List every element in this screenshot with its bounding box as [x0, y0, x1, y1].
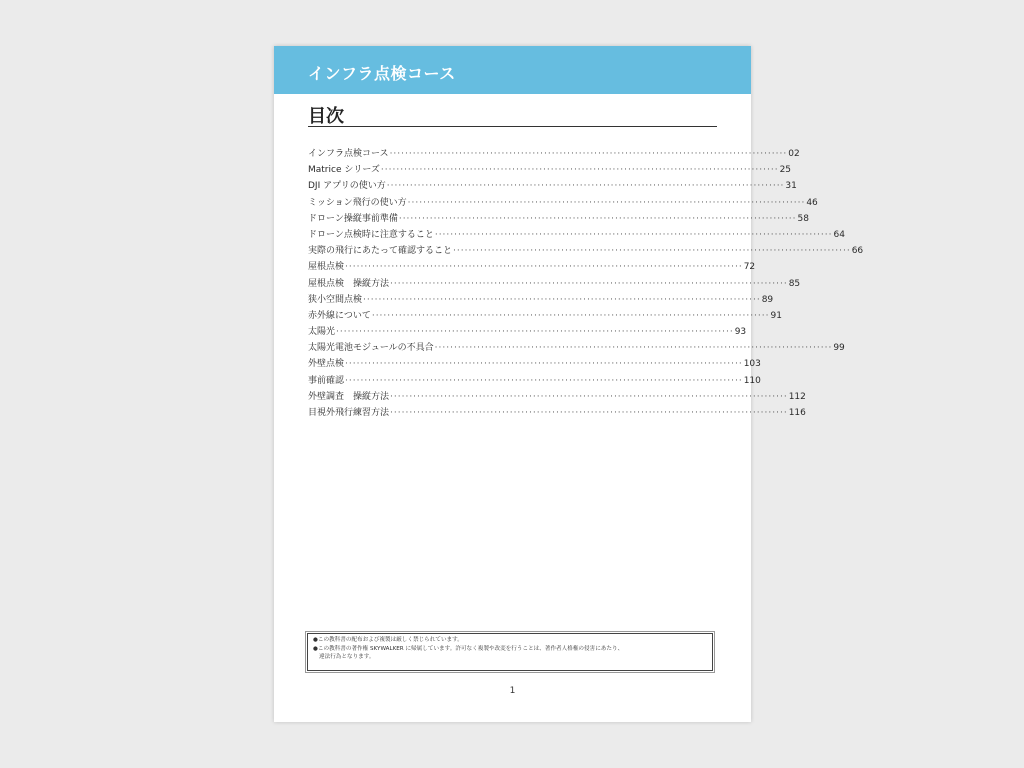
toc-entry-page: 31 — [785, 181, 797, 192]
toc-entry-label: ドローン点検時に注意すること — [308, 229, 434, 240]
toc-leader-dots: ······································································································· — [389, 149, 788, 159]
toc-entry-page: 103 — [743, 359, 761, 370]
toc-leader-dots: ······································································································· — [390, 278, 788, 289]
toc-entry[interactable] — [308, 276, 801, 292]
toc-leader-dots: ······································································································· — [434, 343, 833, 354]
toc-leader-dots: ······································································································· — [345, 359, 743, 370]
toc-entry-label: Matrice シリーズ — [308, 165, 380, 176]
toc-entry[interactable] — [308, 162, 792, 178]
toc-entry[interactable] — [308, 389, 806, 405]
toc-entry-label: インフラ点検コース — [308, 149, 389, 159]
notice-line: 違法行為となります。 — [319, 654, 375, 660]
toc-entry-page: 91 — [770, 310, 782, 321]
course-title: インフラ点検コース — [308, 64, 456, 83]
toc-entry-label: 屋根点検 — [308, 262, 345, 273]
toc-entry-label: 外壁点検 — [308, 359, 345, 370]
toc-entry-page: 02 — [788, 149, 800, 159]
toc-entry-label: 太陽光 — [308, 327, 336, 338]
toc-leader-dots: ······································································································· — [398, 213, 797, 224]
toc-entry[interactable] — [308, 146, 800, 162]
header-band — [274, 46, 751, 94]
toc-entry-label: 屋根点検 操縦方法 — [308, 278, 390, 289]
toc-leader-dots: ······································································································· — [380, 165, 779, 176]
toc-leader-dots: ······································································································· — [390, 391, 788, 402]
toc-entry-page: 110 — [743, 375, 761, 386]
toc-entry-label: ミッション飛行の使い方 — [308, 197, 407, 208]
toc-entry[interactable] — [308, 211, 809, 227]
toc-entry-page: 46 — [806, 197, 818, 208]
page-number: 1 — [509, 686, 516, 696]
toc-entry-page: 93 — [734, 327, 747, 338]
toc-leader-dots: ······································································································· — [336, 327, 734, 338]
toc-entry-page: 25 — [779, 165, 792, 176]
toc-entry[interactable] — [308, 259, 756, 275]
toc-entry[interactable] — [308, 243, 864, 259]
toc-leader-dots: ······································································································· — [371, 310, 770, 321]
toc-entry-page: 72 — [743, 262, 756, 273]
table-of-contents — [308, 146, 864, 421]
document-page — [274, 46, 864, 722]
toc-entry-label: 赤外線について — [308, 310, 371, 321]
toc-entry-page: 66 — [851, 246, 864, 257]
toc-entry[interactable] — [308, 292, 774, 308]
toc-entry-label: 狭小空間点検 — [308, 294, 363, 305]
toc-leader-dots: ······································································································· — [390, 408, 788, 418]
toc-entry[interactable] — [308, 356, 761, 372]
toc-entry-label: DJI アプリの使い方 — [308, 181, 386, 192]
toc-entry-page: 85 — [788, 278, 801, 289]
toc-heading: 目次 — [308, 106, 344, 127]
toc-entry[interactable] — [308, 227, 845, 243]
toc-entry-label: 目視外飛行練習方法 — [308, 408, 390, 418]
toc-entry-page: 58 — [797, 213, 809, 224]
toc-entry[interactable] — [308, 373, 761, 389]
toc-entry[interactable] — [308, 178, 797, 194]
toc-leader-dots: ······································································································· — [345, 262, 743, 273]
toc-entry-page: 112 — [788, 391, 806, 402]
toc-entry[interactable] — [308, 405, 806, 421]
toc-entry-page: 64 — [833, 229, 845, 240]
toc-entry-label: ドローン操縦事前準備 — [308, 213, 398, 224]
toc-entry[interactable] — [308, 308, 782, 324]
toc-leader-dots: ······································································································· — [434, 229, 833, 240]
toc-leader-dots: ······································································································· — [407, 197, 806, 208]
toc-leader-dots: ······································································································· — [345, 375, 743, 386]
toc-entry-label: 外壁調査 操縦方法 — [308, 391, 390, 402]
heading-rule — [308, 126, 717, 127]
toc-entry-label: 事前確認 — [308, 375, 345, 386]
toc-entry-page: 99 — [833, 343, 845, 354]
notice-line: ●この教科書の配布および複製は厳しく禁じられています。 — [313, 637, 463, 643]
toc-entry[interactable] — [308, 340, 845, 356]
toc-leader-dots: ······································································································· — [363, 294, 761, 305]
toc-entry-page: 116 — [788, 408, 806, 418]
toc-entry-label: 実際の飛行にあたって確認すること — [308, 246, 453, 257]
toc-entry-label: 太陽光電池モジュールの不具合 — [308, 343, 434, 354]
toc-entry[interactable] — [308, 195, 818, 211]
toc-leader-dots: ······································································································· — [386, 181, 785, 192]
toc-entry-page: 89 — [761, 294, 774, 305]
toc-entry[interactable] — [308, 324, 747, 340]
notice-line: ●この教科書の著作権 SKYWALKER に帰属しています。許可なく複製や改変を行うことは、著作者人格権の侵害にあたり、 — [313, 645, 624, 652]
copyright-notice — [307, 633, 713, 671]
toc-leader-dots: ······································································································· — [453, 246, 851, 257]
